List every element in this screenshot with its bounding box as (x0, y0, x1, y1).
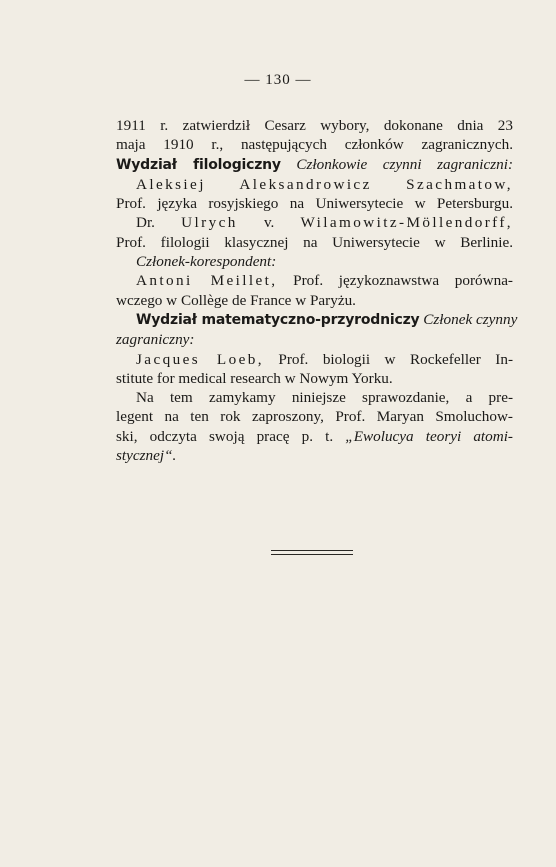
text-line: wczego w Collège de France w Paryżu. (116, 291, 356, 309)
divider-rule-top (271, 550, 353, 551)
divider-rule-bottom (271, 554, 353, 555)
member-category: Członek czynny (423, 310, 518, 328)
member-name: Jacques Loeb, (136, 350, 264, 368)
member-name-line (116, 271, 513, 290)
member-category: Członek-korespondent: (136, 253, 277, 271)
member-first-name: Ulrych (181, 214, 238, 232)
member-title: Prof. językoznawstwa porówna- (293, 272, 513, 290)
text-line: legent na ten rok zaproszony, Prof. Maryan Smoluchow- (116, 408, 513, 426)
text-line (116, 427, 513, 446)
member-title: Prof. biologii w Rockefeller In- (278, 350, 514, 368)
prefix: Dr. (136, 214, 155, 232)
member-title: Prof. języka rosyjskiego na Uniwersytecie w Petersburgu. (116, 195, 513, 213)
member-surname: Wilamowitz-Möllendorff, (300, 214, 514, 232)
section-heading-line (116, 155, 513, 175)
member-category: zagraniczny: (116, 331, 195, 349)
member-title: Prof. filologii klasycznej na Uniwersytecie w Berlinie. (116, 233, 513, 251)
text-line: maja 1910 r., następujących członków zagranicznych. (116, 136, 513, 154)
member-category: Członkowie czynni zagraniczni: (296, 155, 514, 173)
section-heading: Wydział matematyczno-przyrodniczy (136, 311, 420, 328)
member-name: Antoni Meillet, (136, 272, 278, 290)
lecture-title-end: stycznej“. (116, 447, 177, 465)
text-line: Na tem zamykamy niniejsze sprawozdanie, a pre- (136, 389, 513, 407)
lecture-title: „Ewolucya teoryi atomi- (345, 427, 513, 445)
page-body (116, 116, 518, 465)
member-name-line (116, 213, 513, 232)
text-fragment: ski, odczyta swoją pracę p. t. (116, 427, 334, 445)
section-heading-line (116, 310, 518, 330)
page-number: — 130 — (244, 72, 312, 88)
section-heading: Wydział filologiczny (116, 156, 281, 173)
member-name: Aleksiej Aleksandrowicz Szachmatow, (136, 175, 513, 193)
text-line: 1911 r. zatwierdził Cesarz wybory, dokonane dnia 23 (116, 117, 513, 134)
name-particle: v. (263, 214, 275, 232)
member-name-line (116, 350, 513, 369)
text-line: stitute for medical research w Nowym Yorku. (116, 369, 393, 387)
